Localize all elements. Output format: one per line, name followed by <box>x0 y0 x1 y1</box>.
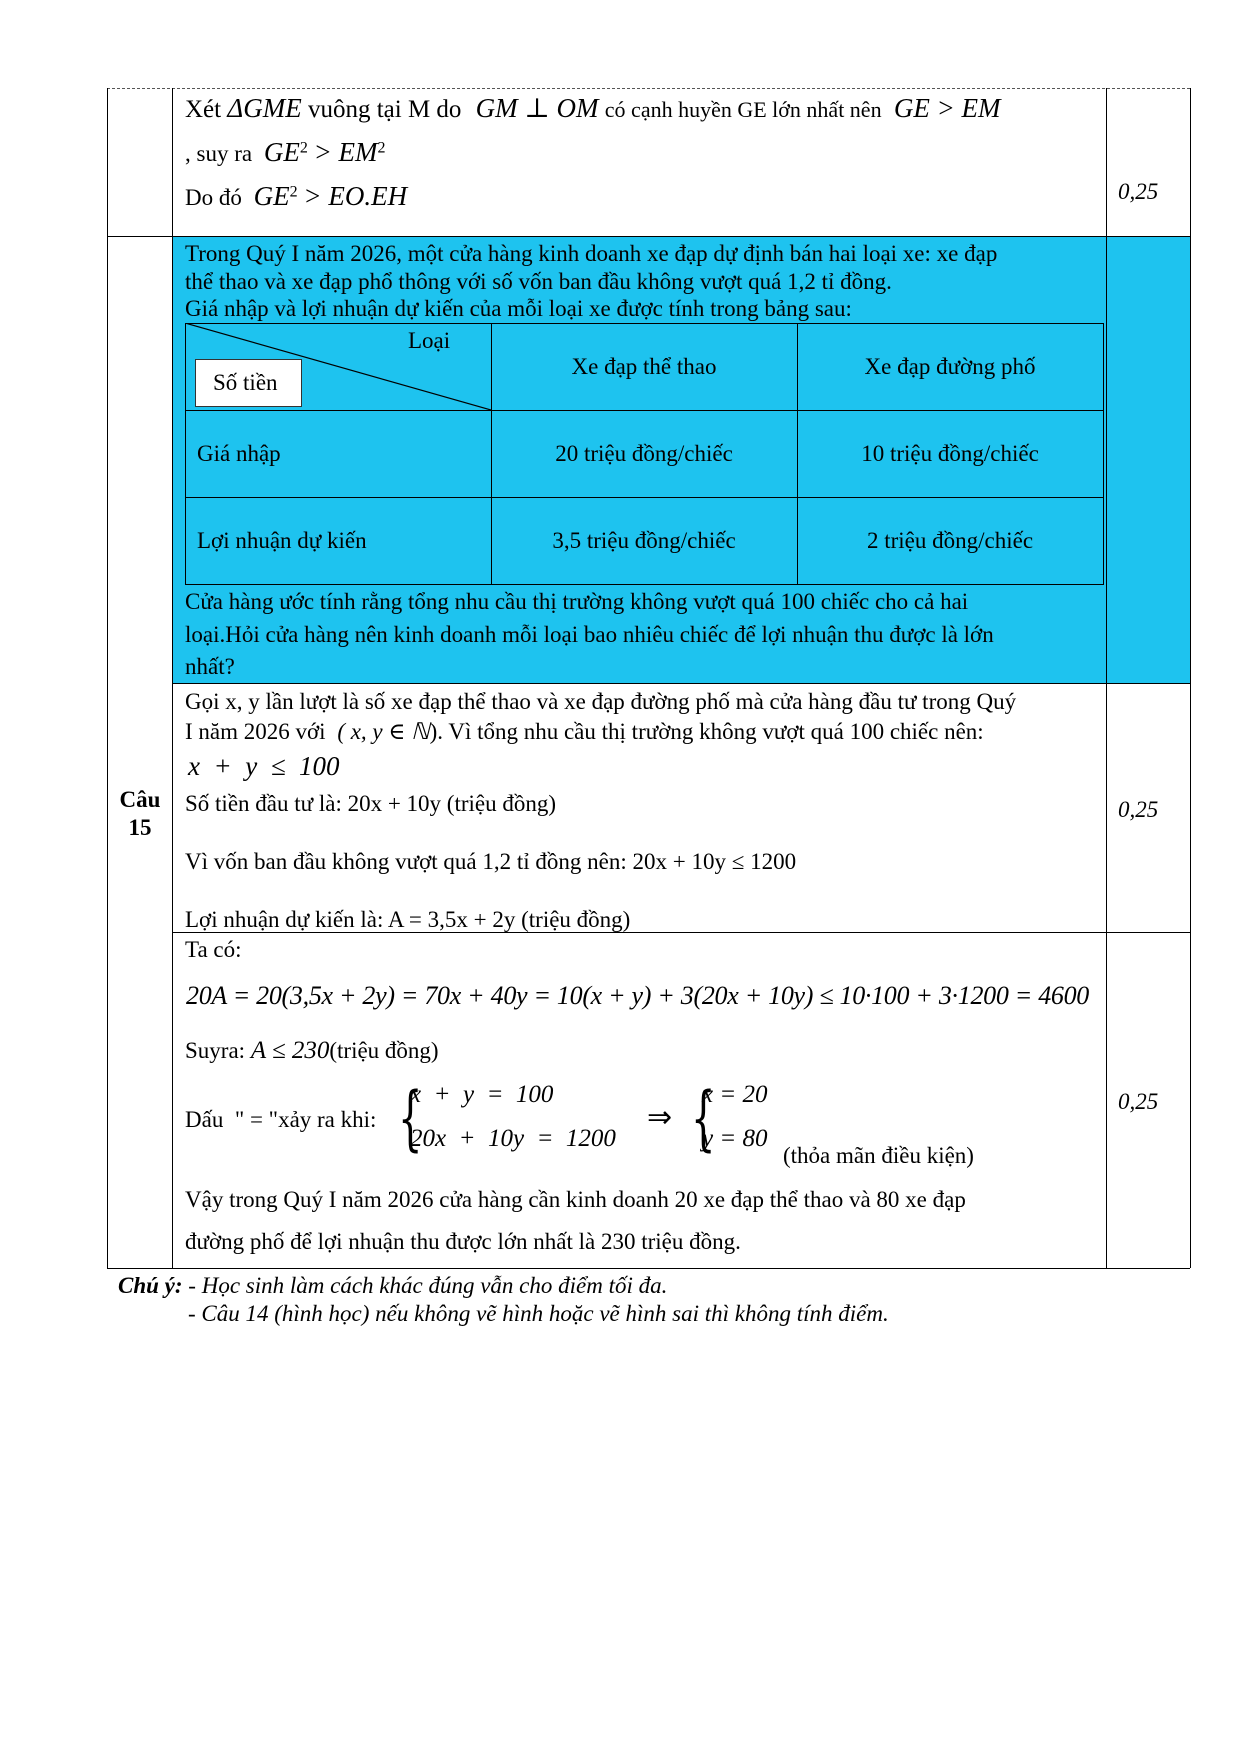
proof-line-3: Do đó $GE^2 > EO.EH$ <box>185 181 408 211</box>
solution-line: Số tiền đầu tư là: 20x + 10y (triệu đồng) <box>185 791 557 816</box>
solution-line: Gọi x, y lần lượt là số xe đạp thể thao và xe đạp đường phố mà cửa hàng đầu tư trong Quý <box>185 689 1017 714</box>
problem-line: thể thao và xe đạp phổ thông với số vốn ban đầu không vượt quá 1,2 tỉ đồng. <box>185 269 892 294</box>
score: 0,25 <box>1118 1089 1159 1114</box>
solution-line: Lợi nhuận dự kiến là: A = 3,5x + 2y (triệu đồng) <box>185 907 631 932</box>
implies-arrow: ⇒ <box>647 1100 673 1135</box>
table-column-line <box>172 88 173 1268</box>
table-right-border <box>1190 88 1191 1268</box>
left-brace: { <box>691 1077 716 1159</box>
conclusion-line: Vậy trong Quý I năm 2026 cửa hàng cần kinh doanh 20 xe đạp thể thao và 80 xe đạp <box>185 1187 966 1212</box>
condition-note: (thỏa mãn điều kiện) <box>783 1143 974 1168</box>
table-bottom-border <box>107 1268 1190 1269</box>
table-cell: 20 triệu đồng/chiếc <box>555 440 733 466</box>
table-cell: 3,5 triệu đồng/chiếc <box>552 527 736 553</box>
column-header: Xe đạp đường phố <box>864 353 1036 379</box>
table-cell: 2 triệu đồng/chiếc <box>866 527 1034 553</box>
system-equation: x + y = 100 <box>410 1081 554 1108</box>
table-cell: 10 triệu đồng/chiếc <box>861 440 1039 466</box>
conclusion-line: đường phố để lợi nhuận thu được lớn nhất là 230 triệu đồng. <box>185 1229 741 1254</box>
problem-tail-line: Cửa hàng ước tính rằng tổng nhu cầu thị trường không vượt quá 100 chiếc cho cả hai <box>185 589 969 614</box>
inequality: x + y ≤ 100 <box>188 751 340 781</box>
system-equation: 20x + 10y = 1200 <box>410 1125 616 1152</box>
problem-tail-line: nhất? <box>185 654 235 679</box>
problem-tail-line: loại.Hỏi cửa hàng nên kinh doanh mỗi loại bao nhiêu chiếc để lợi nhuận thu được là lớn <box>185 622 994 647</box>
table-left-border <box>107 88 108 1268</box>
note-line: - Câu 14 (hình học) nếu không vẽ hình hoặc vẽ hình sai thì không tính điểm. <box>188 1301 889 1326</box>
solution-line: Vì vốn ban đầu không vượt quá 1,2 tỉ đồng nên: 20x + 10y ≤ 1200 <box>185 849 797 874</box>
corner-label-bottom: Số tiền <box>213 370 278 395</box>
problem-line: Trong Quý I năm 2026, một cửa hàng kinh doanh xe đạp dự định bán hai loại xe: xe đạp <box>185 241 998 266</box>
table-divider <box>107 236 1190 237</box>
table-top-border <box>107 88 1190 89</box>
equality-condition-label: Dấu " = "xảy ra khi: <box>185 1107 377 1132</box>
proof-line-2: , suy ra $GE^2 > EM^2$ <box>185 137 386 167</box>
equation: 20A = 20(3,5x + 2y) = 70x + 40y = 10(x + y) + 3(20x + 10y) ≤ 10·100 + 3·1200 = 4600 <box>186 981 1090 1010</box>
score-cell-highlight <box>1107 236 1190 683</box>
problem-line: Giá nhập và lợi nhuận dự kiến của mỗi loại xe được tính trong bảng sau: <box>185 296 852 321</box>
score: 0,25 <box>1118 179 1159 204</box>
solution-line: Ta có: <box>185 937 242 962</box>
solution-line: Suyra: A ≤ 230(triệu đồng) <box>185 1037 439 1064</box>
solution-line: I năm 2026 với ( x, y ∈ ℕ). Vì tổng nhu cầu thị trường không vượt quá 100 chiếc nên: <box>185 719 984 744</box>
row-label: Lợi nhuận dự kiến <box>197 527 367 553</box>
note-line: Chú ý: - Học sinh làm cách khác đúng vẫn cho điểm tối đa. <box>118 1273 668 1298</box>
system-solution: x = 20 <box>702 1081 768 1108</box>
column-header: Xe đạp thể thao <box>571 353 717 379</box>
table-column-line <box>1106 88 1107 1268</box>
corner-label-top: Loại <box>408 328 451 353</box>
proof-line-1: Xét ΔGME vuông tại M do GM ⊥ OM có cạnh huyền GE lớn nhất nên GE > EM <box>185 93 1001 123</box>
table-divider <box>172 683 1190 684</box>
question-label: Câu 15 <box>119 787 161 840</box>
left-brace: { <box>398 1077 423 1159</box>
score: 0,25 <box>1118 797 1159 822</box>
row-label: Giá nhập <box>197 440 281 466</box>
system-solution: y = 80 <box>702 1125 768 1152</box>
price-table <box>185 323 1104 584</box>
